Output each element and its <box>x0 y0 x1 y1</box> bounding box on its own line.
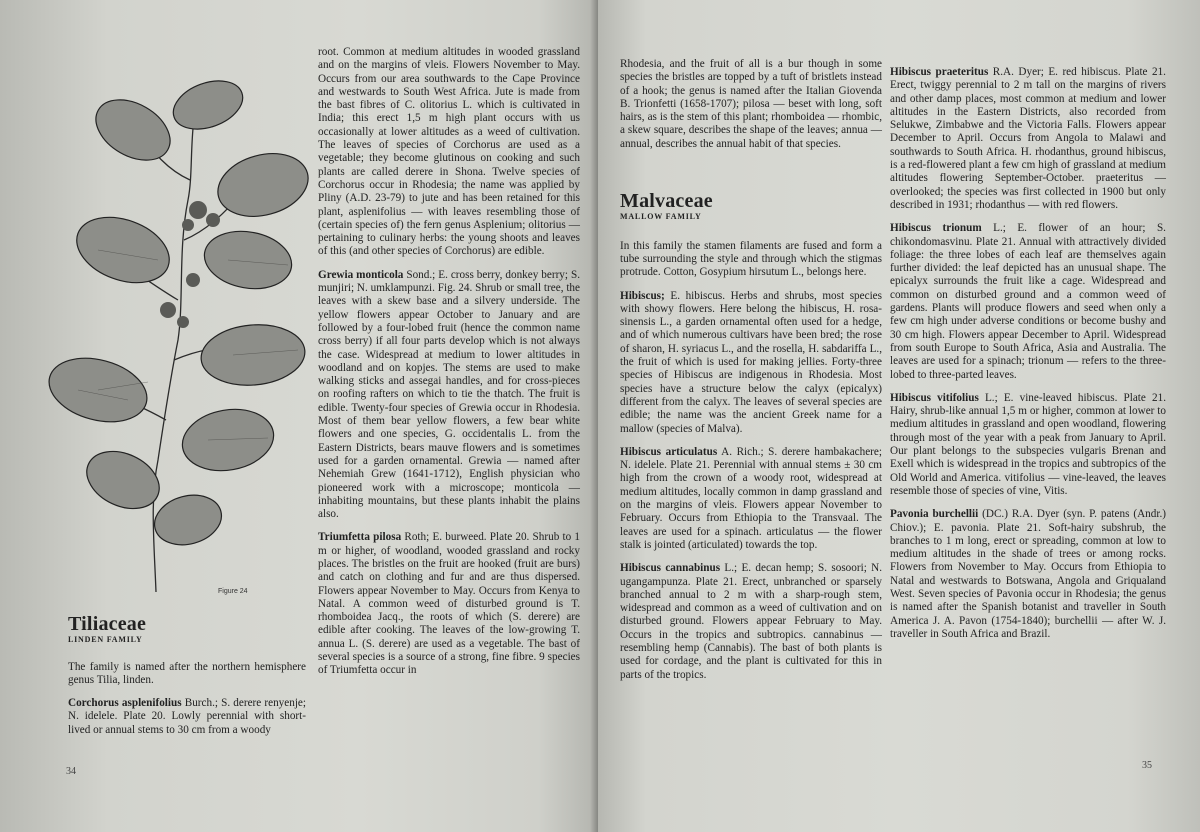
right-page-right-column <box>890 66 1166 651</box>
species-text: Sond.; E. cross berry, donkey berry; S. munjiri; N. umklampunzi. Fig. 24. Shrub or small tree, the leaves with a skew base and a silvery underside. The yellow flowers appear October to January and are followed by a four-lobed fruit (hence the common name cross berry) if all four parts develop which is not always the case. Widespread at medium to lower altitudes in woodland and on kopjes. The stems are used to make walking sticks and assegai handles, and for cross-pieces on roofing rafters on which to tie the thatch. The fruit is edible. Twenty-four species of Grewia occur in Rhodesia. Most of them bear yellow flowers, a few bear white flowers and one species, G. occidentalis L. from the Eastern Districts, bears mauve flowers and is sometimes used for a garden ornamental. Grewia — named after Nehemiah Grew (1641-1712), English physician who pioneered work with a microscope; monticola — inhabiting mountains, but these plants inhabit the plains also. <box>318 268 580 521</box>
species-text: Burch.; S. derere renyenje; N. idelele. Plate 20. Lowly perennial with short-lived or annual stems to 30 cm from a woody <box>68 697 306 736</box>
family-title: Tiliaceae <box>68 613 147 635</box>
species-name: Grewia monticola <box>318 268 404 281</box>
botanical-illustration <box>38 60 310 600</box>
page-number: 35 <box>1142 760 1152 771</box>
page-number: 34 <box>66 766 76 777</box>
species-text: Roth; E. burweed. Plate 20. Shrub to 1 m or higher, of woodland, wooded grassland and rocky places. The bristles on the fruit are hooked (fruit are burs) and catch on clothing and fur and are thus dispersed. Flowers appear November to May. Occurs from Kenya to Natal. A common weed of disturbed ground is T. rhomboidea Jacq., the roots of which (S. derere) are edible after cooking. The leaves of the low-growing T. annua L. (S. derere) are used as a vegetable. The bast of several species is a source of a strong, fine fibre. 9 species of Triumfetta occur in <box>318 531 580 677</box>
species-text: L.; E. flower of an hour; S. chikondomasvinu. Plate 21. Annual with attractively divided foliage: the three lobes of each leaf are themselves again further divided: the leaf depicted has an unusual shape. The epicalyx surrounds the fruit like a cage. Widespread and common on disturbed ground and a common weed of gardens. Plants will produce flowers and seed when only a few cm high under adverse conditions or become bushy and 30 cm high. Flowers appear December to April. Widespread from south Europe to South Africa, Asia and Australia. The leaves are used for a spinach; trionum — refers to the three-lobed to three-parted leaves. <box>890 222 1166 381</box>
family-subtitle: MALLOW FAMILY <box>620 212 702 222</box>
family-intro: The family is named after the northern hemisphere genus Tilia, linden. <box>68 660 306 686</box>
species-text: (DC.) R.A. Dyer (syn. P. patens (Andr.) Chiov.); E. pavonia. Plate 21. Soft-hairy subshrub, the branches to 1 m long, erect or spreading, common at low to medium altitudes in the shade of trees or among rocks. Flowers from November to May. Occurs from Ethiopia to Natal and westwards to Botswana, Angola and Griqualand West. Seven species of Pavonia occur in Rhodesia; the genus is named after the Spanish botanist and traveller in South America J. A. Pavon (1754-1840); burchellii — after W. J. traveller in South Africa and Brazil. <box>890 508 1166 640</box>
species-name: Hibiscus; <box>620 289 665 302</box>
right-page <box>598 0 1200 832</box>
entry-hibiscus-cannabinus <box>620 562 882 682</box>
species-text: R.A. Dyer; E. red hibiscus. Plate 21. Erect, twiggy perennial to 2 m tall on the margins of rivers and other damp places, most common at medium and lower altitudes in the Eastern Districts, also recorded from Selukwe, Zimbabwe and the Victoria Falls. Flowers appear December to April. Occurs from Angola to Malawi and southwards to South Africa. H. rhodanthus, ground hibiscus, is a red-flowered plant a few cm high of grassland at medium altitudes flowering September-October. praeteritus — overlooked; the species was first collected in 1900 but only described in 1931; rhodanthus — with red flowers. <box>890 66 1166 211</box>
family-subtitle: LINDEN FAMILY <box>68 635 143 645</box>
species-text: E. hibiscus. Herbs and shrubs, most species with showy flowers. Here belong the hibiscus, H. rosa-sinensis L., a garden ornamental often used for a hedge, and of which numerous cultivars have been bred; the rose of sharon, H. syriacus L., and the rosella, H. sabdariffa L., the fruit of which is used for making jellies. Forty-three species of Hibiscus are indigenous in Rhodesia. Most species have a structure below the calyx (epicalyx) different from the calyx. The leaves of several species are edible; the name was the ancient Greek name for a mallow (species of Malva). <box>620 289 882 435</box>
species-name: Hibiscus trionum <box>890 222 982 235</box>
species-text: L.; E. vine-leaved hibiscus. Plate 21. Hairy, shrub-like annual 1,5 m or higher, common at lower to medium altitudes in grassland and open woodland, flowering through most of the year with a peak from January to April. Our plant belongs to the subspecies vulgaris Brenan and Exell which is widespread in the tropics and subtropics of the Old World and America. vitifolius — vine-leaved, the leaves resemble those of species of vine, Vitis. <box>890 391 1167 497</box>
species-name: Corchorus asplenifolius <box>68 697 182 710</box>
left-page <box>0 0 598 832</box>
right-page-left-column <box>620 58 882 692</box>
corchorus-continuation: root. Common at medium altitudes in wooded grassland and on the margins of vleis. Flowers November to May. Occurs from our area southwards to the Cape Province and westwards to South West Africa. Jute is made from the bast fibres of C. olitorius L. which is cultivated in India; this erect 1,5 m high plant occurs with us occasionally at lower altitudes as a weed of cultivation. The leaves of species of Corchorus are used as a vegetable; they become glutinous on cooking and such plants are called derere in Shona. Twelve species of Corchorus occur in Rhodesia; the name was applied by Pliny (A.D. 23-79) to jute and has been retained for this plant, asplenifolius — with leaves resembling those of (certain species of) the fern genus Asplenium; olitorius — pertaining to culinary herbs: the young shoots and leaves of this (and other species of Corchorus) are edible. <box>318 46 580 258</box>
entry-corchorus <box>68 697 306 737</box>
species-text: A. Rich.; S. derere hambakachere; N. idelele. Plate 21. Perennial with annual stems ± 30 cm high from the crown of a woody root, widespread at medium altitudes, locally common in damp grassland and on the margins of vleis. Flowers appear November to February. Occurs from Ethiopia to the Transvaal. The leaves are used for a spinach. articulatus — the flower stalk is jointed (articulated) towards the top. <box>620 445 882 551</box>
entry-pavonia-burchellii <box>890 508 1166 641</box>
left-page-right-column <box>318 46 580 688</box>
species-name: Hibiscus praeteritus <box>890 66 989 78</box>
species-text: L.; E. decan hemp; S. sosoori; N. ugangampunza. Plate 21. Erect, unbranched or sparsely branched annual to 2 m with a sharp-rough stem, widespread and common as a weed of cultivation and on disturbed ground. Flowers appear February to May. Occurs in the tropics and subtropics. cannabinus — resembling hemp (Cannabis). The bast of both plants is used for cordage, and the plant is cultivated for this in parts of the tropics. <box>620 562 882 681</box>
entry-hibiscus-praeteritus <box>890 66 1166 212</box>
figure-caption: Figure 24 <box>218 588 248 595</box>
triumfetta-continuation: Rhodesia, and the fruit of all is a bur though in some species the bristles are topped by a tuft of bristlets instead of a hook; the genus is named after the Italian Giovenda B. Trionfetti (1658-1707); pilosa — beset with long, soft hairs, as is the stem of this plant; rhomboidea — rhombic, a skew square, describes the shape of the leaves; annua — annual, describes the annual habit of that species. <box>620 58 882 150</box>
family-intro: In this family the stamen filaments are fused and form a tube surrounding the style and through which the stigmas protrude. Cotton, Gosypium hirsutum L., belongs here. <box>620 239 882 279</box>
entry-hibiscus-trionum <box>890 222 1166 382</box>
left-page-left-column <box>68 613 306 747</box>
species-name: Pavonia burchellii <box>890 508 979 521</box>
family-title: Malvaceae <box>620 190 713 213</box>
entry-grewia <box>318 269 580 522</box>
entry-triumfetta <box>318 531 580 677</box>
species-name: Triumfetta pilosa <box>318 531 402 544</box>
species-name: Hibiscus vitifolius <box>890 391 979 404</box>
entry-hibiscus-vitifolius <box>890 392 1166 498</box>
entry-hibiscus <box>620 290 882 436</box>
entry-hibiscus-articulatus <box>620 446 882 552</box>
species-name: Hibiscus cannabinus <box>620 562 721 575</box>
species-name: Hibiscus articulatus <box>620 445 718 458</box>
